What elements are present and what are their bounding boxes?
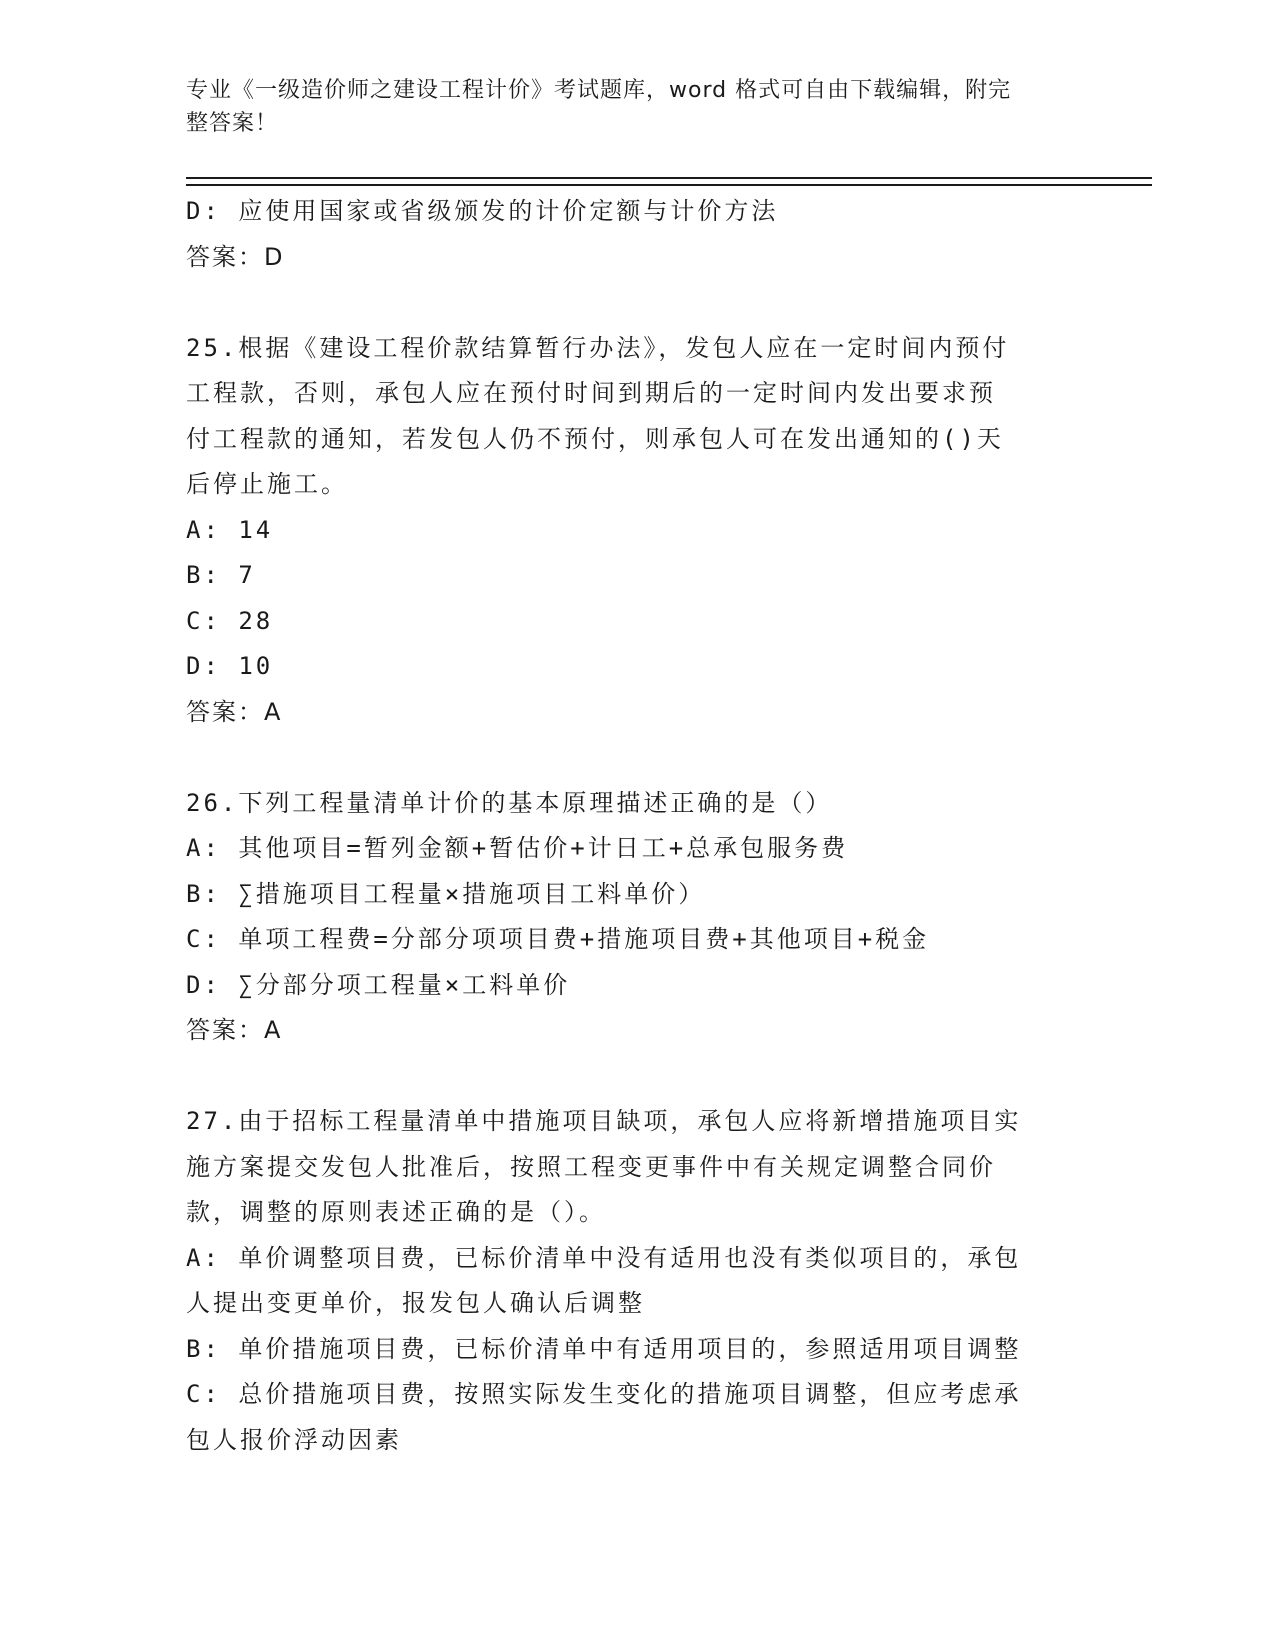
q25-option-c: C: 28 bbox=[186, 606, 274, 635]
q26-option-c: C: 单项工程费=分部分项项目费+措施项目费+其他项目+税金 bbox=[186, 925, 930, 953]
header-line-1: 专业《一级造价师之建设工程计价》考试题库，word 格式可自由下载编辑，附完 bbox=[186, 78, 1012, 103]
q25-answer: 答案：A bbox=[186, 697, 283, 726]
q27-stem-line: 款，调整的原则表述正确的是（）。 bbox=[186, 1198, 606, 1226]
q27-option-a: A: 单价调整项目费，已标价清单中没有适用也没有类似项目的，承包 bbox=[186, 1243, 1022, 1272]
q25-option-a: A: 14 bbox=[186, 515, 274, 544]
q26-option-d: D: ∑分部分项工程量×工料单价 bbox=[186, 970, 571, 999]
q26-stem-line: 26.下列工程量清单计价的基本原理描述正确的是（） bbox=[186, 788, 833, 817]
question-content bbox=[186, 189, 1086, 1463]
q25-stem-line: 后停止施工。 bbox=[186, 470, 348, 498]
q25-stem-line: 25.根据《建设工程价款结算暂行办法》，发包人应在一定时间内预付 bbox=[186, 333, 1010, 362]
q24-answer: 答案：D bbox=[186, 242, 285, 271]
page-header bbox=[186, 74, 1066, 140]
q27-stem-line: 27.由于招标工程量清单中措施项目缺项，承包人应将新增措施项目实 bbox=[186, 1107, 1022, 1135]
q27-option-b: B: 单价措施项目费，已标价清单中有适用项目的，参照适用项目调整 bbox=[186, 1334, 1022, 1363]
q27-option-c-cont: 包人报价浮动因素 bbox=[186, 1425, 402, 1454]
header-rule-top bbox=[186, 177, 1152, 179]
q26-option-a: A: 其他项目=暂列金额+暂估价+计日工+总承包服务费 bbox=[186, 834, 849, 862]
spacer bbox=[186, 735, 1086, 781]
q25-option-b: B: 7 bbox=[186, 561, 256, 589]
q25-stem-line: 工程款，否则，承包人应在预付时间到期后的一定时间内发出要求预 bbox=[186, 379, 996, 407]
q27-option-c: C: 总价措施项目费，按照实际发生变化的措施项目调整，但应考虑承 bbox=[186, 1380, 1022, 1408]
q24-option-d: D: 应使用国家或省级颁发的计价定额与计价方法 bbox=[186, 197, 779, 225]
spacer bbox=[186, 280, 1086, 326]
q27-stem-line: 施方案提交发包人批准后，按照工程变更事件中有关规定调整合同价 bbox=[186, 1152, 996, 1181]
question-25 bbox=[186, 326, 1086, 736]
question-27 bbox=[186, 1099, 1086, 1463]
spacer bbox=[186, 1054, 1086, 1100]
q25-option-d: D: 10 bbox=[186, 652, 274, 680]
header-rule-bottom bbox=[186, 184, 1152, 186]
header-line-2: 整答案！ bbox=[186, 111, 279, 136]
q26-option-b: B: ∑措施项目工程量×措施项目工料单价） bbox=[186, 879, 706, 908]
q25-stem-line: 付工程款的通知，若发包人仍不预付，则承包人可在发出通知的()天 bbox=[186, 424, 1004, 453]
q27-option-a-cont: 人提出变更单价，报发包人确认后调整 bbox=[186, 1289, 645, 1317]
question-26 bbox=[186, 781, 1086, 1054]
q26-answer: 答案：A bbox=[186, 1016, 283, 1044]
